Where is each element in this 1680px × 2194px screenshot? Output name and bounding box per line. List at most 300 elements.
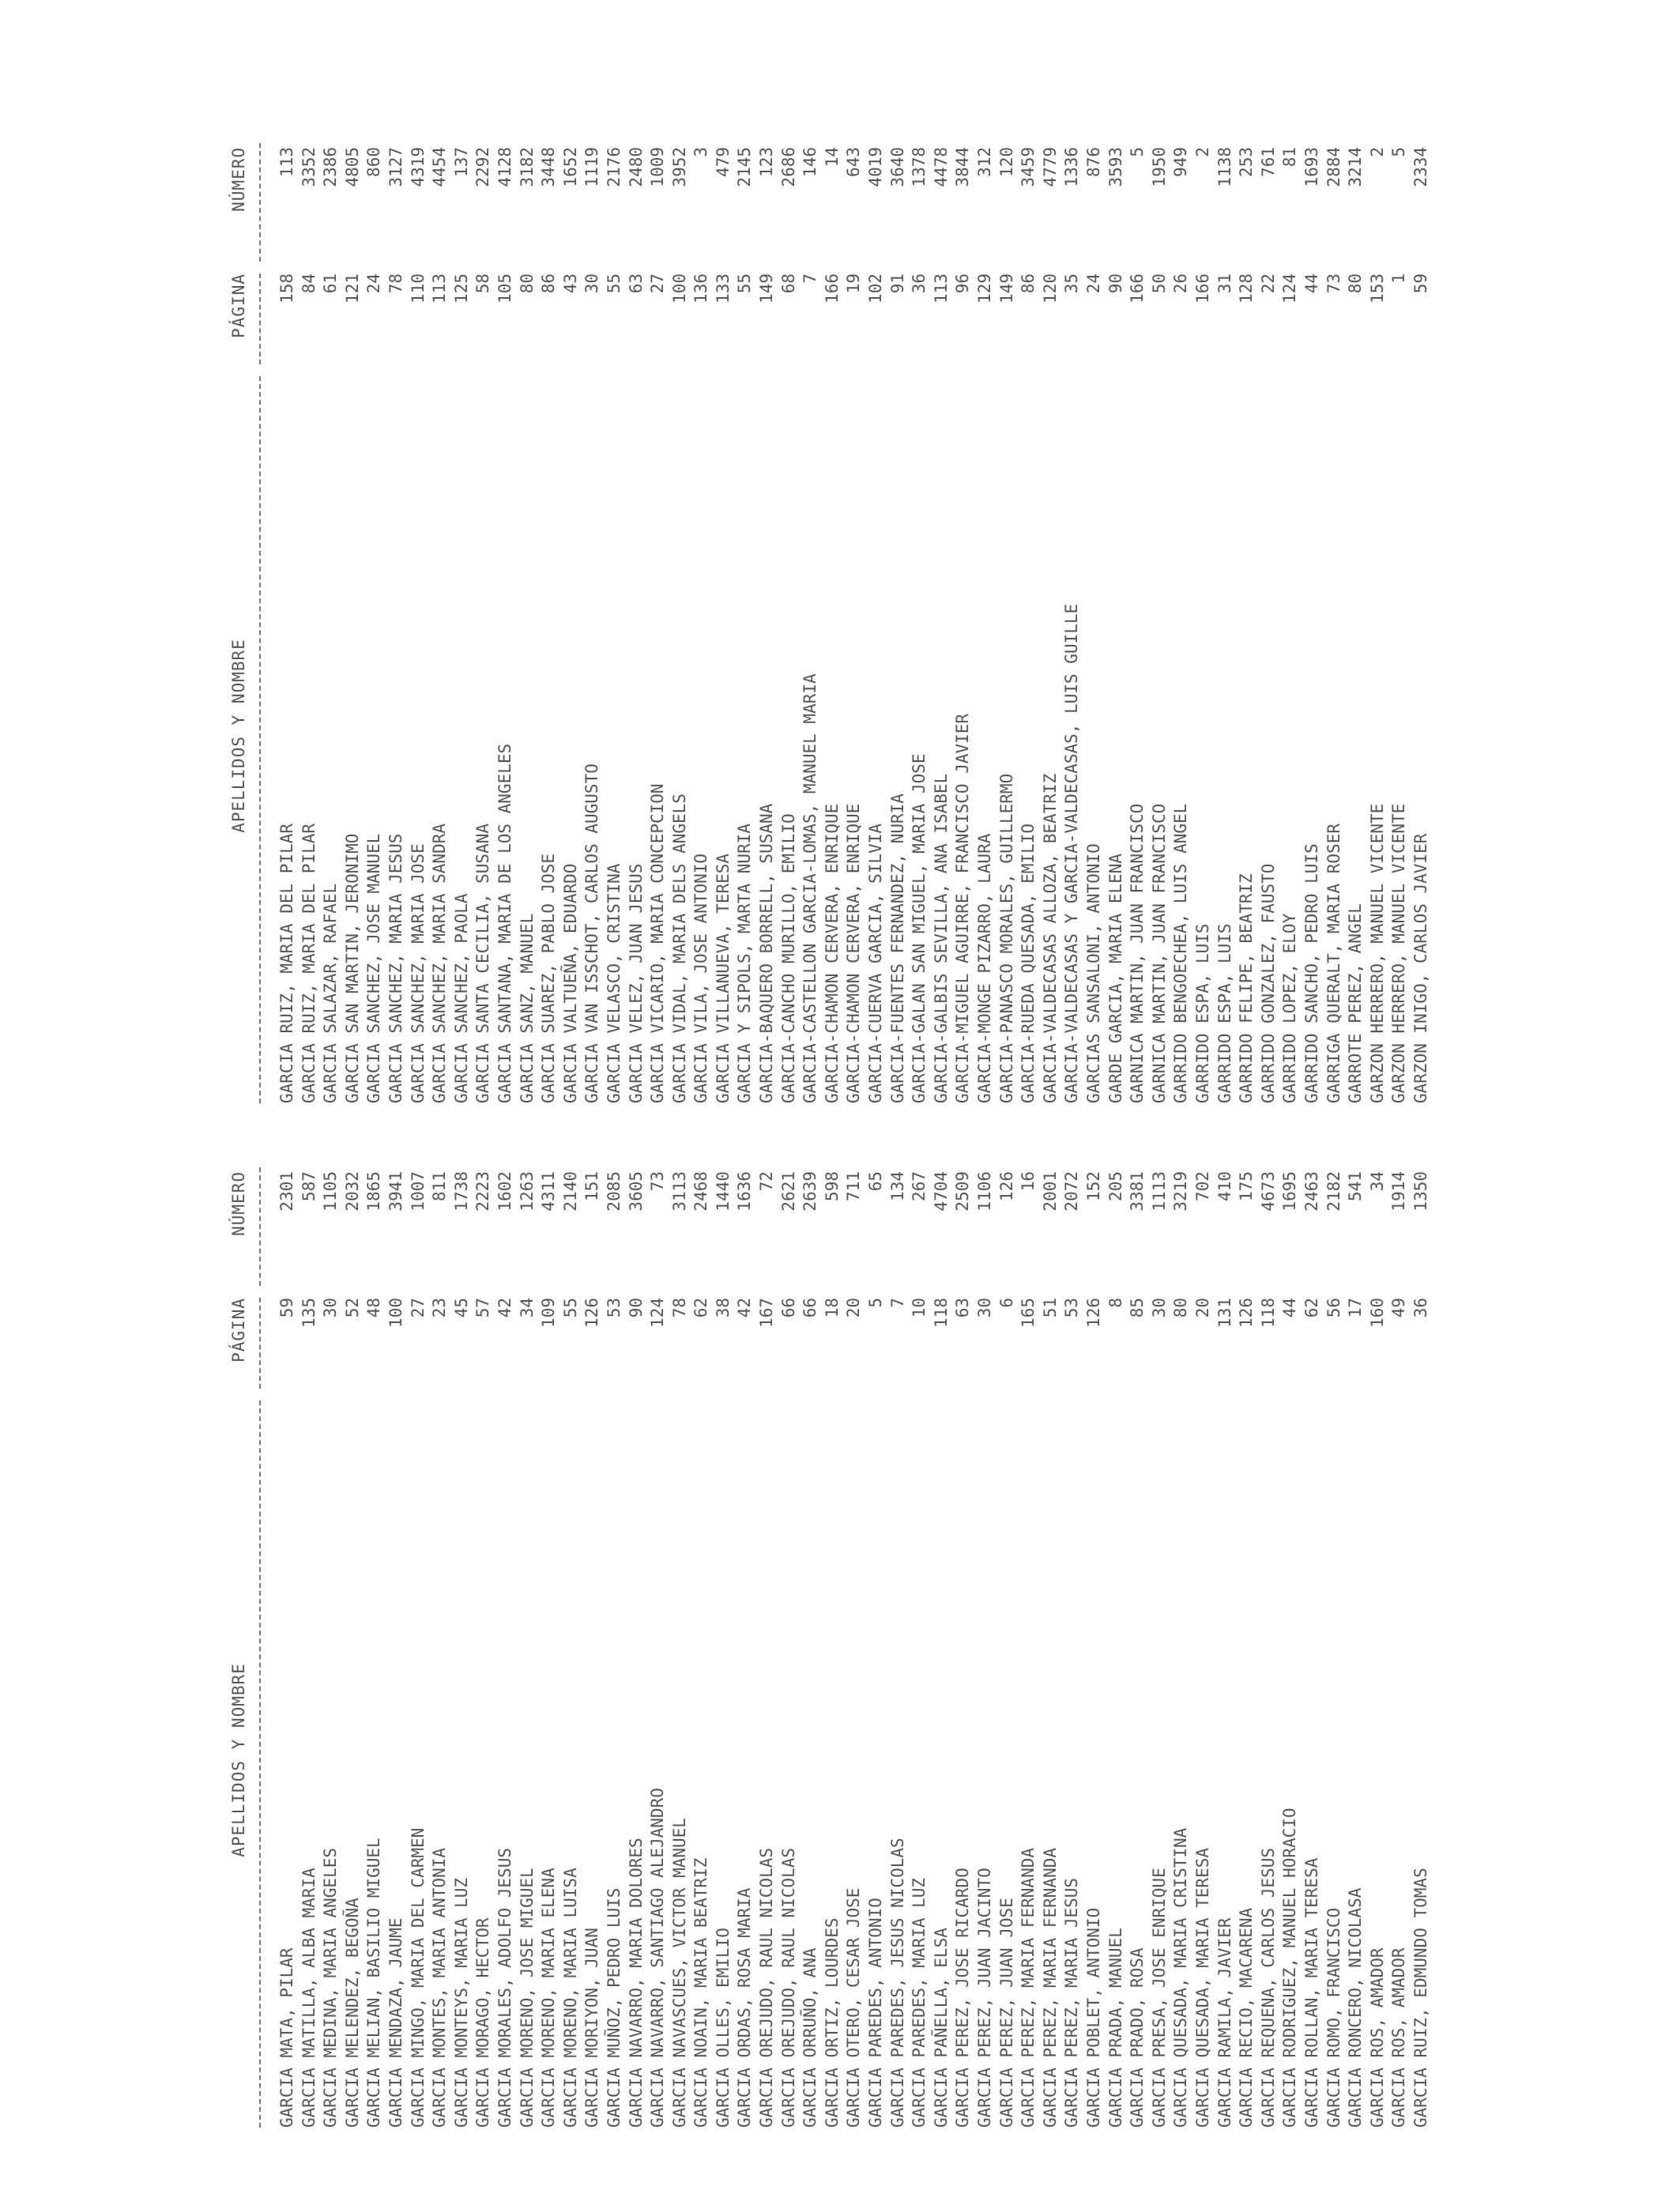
row-number: 2301 (277, 1171, 296, 1212)
row-number: 3381 (1128, 1171, 1147, 1212)
row-name: GARCIA-CASTELLON GARCIA-LOMAS, MANUEL MARIA (800, 673, 820, 1103)
row-number: 479 (713, 147, 733, 177)
row-page: 118 (1258, 1298, 1278, 1328)
row-number: 2 (1367, 147, 1387, 157)
row-page: 126 (582, 1298, 602, 1328)
row-number: 4704 (931, 1171, 951, 1212)
table-row (495, 1148, 517, 2128)
row-page: 133 (713, 273, 733, 303)
row-page: 96 (953, 273, 973, 294)
row-page: 124 (648, 1298, 668, 1328)
header-page: PÁGINA (229, 273, 248, 338)
table-row (756, 123, 778, 1103)
row-number: 1738 (451, 1171, 471, 1212)
row-name: GARCIA-CANCHO MURILLO, EMILIO (778, 813, 798, 1103)
row-page: 66 (800, 1298, 820, 1318)
table-row (778, 123, 800, 1103)
table-row (626, 1148, 648, 2128)
row-number: 876 (1083, 147, 1103, 177)
row-name: GARCIA MONTEYS, MARIA LUZ (451, 1877, 471, 2128)
row-page: 50 (1149, 273, 1169, 294)
row-page: 121 (342, 273, 362, 303)
row-page: 167 (757, 1298, 777, 1328)
row-number: 3640 (887, 147, 907, 187)
header-name: APELLIDOS Y NOMBRE (229, 639, 248, 833)
row-page: 1 (1389, 273, 1409, 284)
table-row (931, 1148, 953, 2128)
row-name: GARCIA MEDINA, MARIA ANGELES (321, 1847, 341, 2128)
row-number: 3941 (386, 1171, 405, 1212)
row-page: 124 (1280, 273, 1300, 303)
table-row (1215, 123, 1237, 1103)
row-page: 10 (910, 1298, 929, 1318)
table-row (1192, 123, 1215, 1103)
row-number: 3214 (1346, 147, 1365, 187)
row-name: GARRIDO GONZALEZ, FAUSTO (1258, 863, 1278, 1103)
row-number: 2176 (604, 147, 623, 187)
row-name: GARCIA VELASCO, CRISTINA (604, 863, 623, 1103)
row-name: GARCIA SANTA CECILIA, SUSANA (473, 823, 493, 1103)
row-page: 102 (866, 273, 886, 303)
row-page: 100 (669, 273, 689, 303)
row-page: 149 (757, 273, 777, 303)
table-header (229, 123, 256, 1103)
row-name: GARCIA MORIYON, JUAN (582, 1928, 602, 2128)
row-number: 1602 (495, 1171, 514, 1212)
row-name: GARCIA MATILLA, ALBA MARIA (299, 1868, 318, 2128)
row-number: 16 (1019, 1171, 1038, 1192)
row-page: 17 (1346, 1298, 1365, 1318)
table-row (669, 1148, 691, 2128)
header-number: NÚMERO (229, 1171, 248, 1236)
row-name: GARZON INIGO, CARLOS JAVIER (1411, 833, 1430, 1103)
table-row (604, 123, 626, 1103)
row-number: 2072 (1062, 1171, 1082, 1212)
row-number: 152 (1083, 1171, 1103, 1201)
row-page: 20 (844, 1298, 864, 1318)
row-page: 24 (1083, 273, 1103, 294)
table-row (1127, 123, 1149, 1103)
table-row (1345, 1148, 1367, 2128)
header-divider-page (259, 1298, 261, 1389)
row-page: 42 (735, 1298, 755, 1318)
row-name: GARCIA SANCHEZ, MARIA JOSE (408, 843, 428, 1103)
row-number: 123 (757, 147, 777, 177)
table-row (538, 123, 560, 1103)
row-page: 59 (1411, 273, 1430, 294)
row-name: GARCIA PAÑELLA, ELSA (931, 1928, 951, 2128)
row-name: GARCIA ROS, AMADOR (1389, 1947, 1409, 2128)
row-name: GARCIA OLLES, EMILIO (713, 1928, 733, 2128)
row-number: 1138 (1215, 147, 1234, 187)
table-row (604, 1148, 626, 2128)
table-row (1149, 1148, 1171, 2128)
row-page: 160 (1367, 1298, 1387, 1328)
row-page: 63 (626, 273, 646, 294)
row-name: GARCIA RONCERO, NICOLASA (1346, 1887, 1365, 2128)
table-row (822, 123, 844, 1103)
row-name: GARCIA ROMO, FRANCISCO (1324, 1907, 1343, 2128)
table-row (299, 123, 321, 1103)
row-number: 598 (822, 1171, 842, 1201)
row-number: 34 (1367, 1171, 1387, 1192)
table-row (299, 1148, 321, 2128)
table-row (1279, 1148, 1301, 2128)
header-number: NÚMERO (229, 147, 248, 212)
row-name: GARCIA SALAZAR, RAFAEL (321, 883, 341, 1103)
row-number: 1119 (582, 147, 602, 187)
row-number: 2292 (473, 147, 493, 187)
index-table-left (0, 1148, 1680, 2128)
row-number: 137 (451, 147, 471, 177)
table-row (408, 123, 430, 1103)
table-row (1215, 1148, 1237, 2128)
table-row (451, 1148, 473, 2128)
row-number: 3113 (669, 1171, 689, 1212)
table-row (342, 123, 364, 1103)
row-name: GARCIA PEREZ, MARIA FERNANDA (1040, 1847, 1060, 2128)
row-page: 68 (778, 273, 798, 294)
row-name: GARCIA MORAGO, HECTOR (473, 1917, 493, 2128)
row-name: GARCIA OREJUDO, RAUL NICOLAS (757, 1847, 777, 2128)
row-page: 19 (844, 273, 864, 294)
table-row (1040, 123, 1062, 1103)
row-name: GARCIA Y SIPOLS, MARTA NURIA (735, 823, 755, 1103)
row-page: 84 (299, 273, 318, 294)
header-name: APELLIDOS Y NOMBRE (229, 1663, 248, 1857)
row-number: 2509 (953, 1171, 973, 1212)
table-row (386, 123, 408, 1103)
row-name: GARCIA-GALAN SAN MIGUEL, MARIA JOSE (910, 753, 929, 1103)
table-row (517, 1148, 539, 2128)
row-number: 3352 (299, 147, 318, 187)
row-number: 81 (1280, 147, 1300, 168)
row-number: 4805 (342, 147, 362, 187)
row-name: GARRIGA QUERALT, MARIA ROSER (1324, 823, 1343, 1103)
row-number: 4128 (495, 147, 514, 187)
row-number: 126 (996, 1171, 1016, 1201)
row-number: 1652 (560, 147, 580, 187)
row-number: 1113 (1149, 1171, 1169, 1212)
row-name: GARCIA-GALBIS SEVILLA, ANA ISABEL (931, 773, 951, 1103)
row-number: 5 (1389, 147, 1409, 157)
row-number: 2145 (735, 147, 755, 187)
row-number: 1009 (648, 147, 668, 187)
row-name: GARCIA SANCHEZ, JOSE MANUEL (364, 833, 384, 1103)
table-row (1170, 123, 1192, 1103)
row-name: GARCIA RUIZ, MARIA DEL PILAR (277, 823, 296, 1103)
table-row (865, 1148, 887, 2128)
row-name: GARCIA RODRIGUEZ, MANUEL HORACIO (1280, 1808, 1300, 2128)
row-number: 3605 (626, 1171, 646, 1212)
row-name: GARCIA PEREZ, JOSE RICARDO (953, 1868, 973, 2128)
table-row (734, 123, 756, 1103)
table-row (952, 123, 974, 1103)
row-page: 36 (1411, 1298, 1430, 1318)
table-row (909, 123, 931, 1103)
row-name: GARCIA NAVASCUES, VICTOR MANUEL (669, 1818, 689, 2128)
table-row (1367, 123, 1389, 1103)
table-row (1258, 123, 1280, 1103)
row-number: 4779 (1040, 147, 1060, 187)
table-row (1279, 123, 1301, 1103)
table-row (1018, 1148, 1040, 2128)
row-name: GARCIA MATA, PILAR (277, 1947, 296, 2128)
table-row (386, 1148, 408, 2128)
table-row (1149, 123, 1171, 1103)
row-page: 30 (582, 273, 602, 294)
row-name: GARCIA-CUERVA GARCIA, SILVIA (866, 823, 886, 1103)
row-page: 86 (539, 273, 559, 294)
row-page: 53 (1062, 1298, 1082, 1318)
row-name: GARCIA VALTUEÑA, EDUARDO (560, 863, 580, 1103)
row-number: 5 (1128, 147, 1147, 157)
row-page: 105 (495, 273, 514, 303)
row-number: 2182 (1324, 1171, 1343, 1212)
row-number: 205 (1106, 1171, 1125, 1201)
row-name: GARCIA PRADO, ROSA (1128, 1947, 1147, 2128)
row-page: 63 (953, 1298, 973, 1318)
row-page: 113 (931, 273, 951, 303)
table-row (734, 1148, 756, 2128)
row-page: 125 (451, 273, 471, 303)
table-row (429, 1148, 451, 2128)
table-row (1106, 123, 1128, 1103)
row-number: 1007 (408, 1171, 428, 1212)
table-row (342, 1148, 364, 2128)
table-row (473, 123, 495, 1103)
row-page: 7 (800, 273, 820, 284)
row-name: GARZON HERRERO, MANUEL VICENTE (1389, 803, 1409, 1103)
row-name: GARCIA NOAIN, MARIA BEATRIZ (691, 1857, 711, 2128)
table-row (1411, 123, 1433, 1103)
row-name: GARCIA-CHAMON CERVERA, ENRIQUE (844, 803, 864, 1103)
row-page: 126 (1083, 1298, 1103, 1328)
table-row (582, 123, 604, 1103)
row-number: 312 (975, 147, 994, 177)
row-page: 44 (1280, 1298, 1300, 1318)
row-number: 702 (1192, 1171, 1212, 1201)
row-number: 711 (844, 1171, 864, 1201)
row-name: GARROTE PEREZ, ANGEL (1346, 903, 1365, 1103)
row-page: 158 (277, 273, 296, 303)
table-row (713, 1148, 735, 2128)
row-name: GARDE GARCIA, MARIA ELENA (1106, 853, 1125, 1103)
row-name: GARCIA PAREDES, MARIA LUZ (910, 1877, 929, 2128)
table-row (1324, 1148, 1346, 2128)
row-number: 4019 (866, 147, 886, 187)
table-row (1258, 1148, 1280, 2128)
row-number: 113 (277, 147, 296, 177)
table-row (887, 1148, 910, 2128)
row-page: 118 (931, 1298, 951, 1328)
table-row (1236, 1148, 1258, 2128)
row-name: GARCIAS SANSALONI, ANTONIO (1083, 843, 1103, 1103)
row-name: GARCIA SANCHEZ, PAOLA (451, 893, 471, 1103)
row-name: GARRIDO LOPEZ, ELOY (1280, 913, 1300, 1103)
table-row (1061, 123, 1083, 1103)
table-row (865, 123, 887, 1103)
table-row (1367, 1148, 1389, 2128)
table-header (229, 1148, 256, 2128)
row-number: 410 (1215, 1171, 1234, 1201)
row-page: 61 (321, 273, 341, 294)
row-number: 2001 (1040, 1171, 1060, 1212)
row-page: 153 (1367, 273, 1387, 303)
row-page: 100 (386, 1298, 405, 1328)
row-name: GARCIA PRADA, MANUEL (1106, 1928, 1125, 2128)
row-page: 128 (1237, 273, 1256, 303)
row-page: 18 (822, 1298, 842, 1318)
row-page: 30 (321, 1298, 341, 1318)
row-page: 53 (604, 1298, 623, 1318)
table-row (1388, 123, 1411, 1103)
row-number: 1378 (910, 147, 929, 187)
table-row (800, 1148, 822, 2128)
table-row (408, 1148, 430, 2128)
row-name: GARCIA RECIO, MACARENA (1237, 1907, 1256, 2128)
table-row (626, 123, 648, 1103)
row-name: GARCIA ORTIZ, LOURDES (822, 1917, 842, 2128)
row-name: GARCIA QUESADA, MARIA TERESA (1192, 1847, 1212, 2128)
table-row (800, 123, 822, 1103)
row-number: 134 (887, 1171, 907, 1201)
table-row (713, 123, 735, 1103)
table-row (822, 1148, 844, 2128)
row-page: 30 (1149, 1298, 1169, 1318)
header-page: PÁGINA (229, 1298, 248, 1363)
row-number: 14 (822, 147, 842, 168)
row-name: GARCIA SANCHEZ, MARIA JESUS (386, 833, 405, 1103)
row-name: GARCIA RUIZ, MARIA DEL PILAR (299, 823, 318, 1103)
row-number: 4478 (931, 147, 951, 187)
row-page: 42 (495, 1298, 514, 1318)
row-page: 86 (1019, 273, 1038, 294)
row-name: GARCIA SANCHEZ, MARIA SANDRA (430, 823, 450, 1103)
row-page: 90 (626, 1298, 646, 1318)
row-name: GARCIA VICARIO, MARIA CONCEPCION (648, 783, 668, 1103)
table-row (996, 1148, 1019, 2128)
table-row (974, 1148, 996, 2128)
row-number: 811 (430, 1171, 450, 1201)
row-page: 51 (1040, 1298, 1060, 1318)
table-row (931, 123, 953, 1103)
row-page: 35 (1062, 273, 1082, 294)
table-row (996, 123, 1019, 1103)
row-page: 58 (473, 273, 493, 294)
row-number: 267 (910, 1171, 929, 1201)
table-row (1236, 123, 1258, 1103)
row-name: GARRIDO ESPA, LUIS (1215, 923, 1234, 1103)
row-number: 4673 (1258, 1171, 1278, 1212)
row-page: 55 (604, 273, 623, 294)
row-name: GARCIA SAN MARTIN, JERONIMO (342, 833, 362, 1103)
row-name: GARCIA VAN ISSCHOT, CARLOS AUGUSTO (582, 763, 602, 1103)
table-row (517, 123, 539, 1103)
row-number: 2463 (1301, 1171, 1321, 1212)
row-page: 24 (364, 273, 384, 294)
row-page: 91 (887, 273, 907, 294)
table-body (277, 1148, 1432, 2128)
row-number: 2480 (626, 147, 646, 187)
row-name: GARCIA-CHAMON CERVERA, ENRIQUE (822, 803, 842, 1103)
table-row (1411, 1148, 1433, 2128)
row-name: GARCIA PAREDES, ANTONIO (866, 1898, 886, 2128)
row-name: GARCIA MORENO, JOSE MIGUEL (517, 1868, 537, 2128)
table-row (1040, 1148, 1062, 2128)
row-page: 6 (996, 1298, 1016, 1308)
table-row (778, 1148, 800, 2128)
row-number: 2032 (342, 1171, 362, 1212)
row-page: 59 (277, 1298, 296, 1318)
table-row (756, 1148, 778, 2128)
row-number: 1105 (321, 1171, 341, 1212)
row-page: 166 (822, 273, 842, 303)
row-number: 4454 (430, 147, 450, 187)
row-page: 113 (430, 273, 450, 303)
row-page: 7 (887, 1298, 907, 1308)
row-number: 1693 (1301, 147, 1321, 187)
row-number: 761 (1258, 147, 1278, 177)
row-name: GARCIA NAVARRO, MARIA DOLORES (626, 1838, 646, 2128)
row-name: GARCIA REQUENA, CARLOS JESUS (1258, 1847, 1278, 2128)
row-name: GARCIA MUÑOZ, PEDRO LUIS (604, 1887, 623, 2128)
row-name: GARCIA ORRUÑO, ANA (800, 1947, 820, 2128)
row-page: 120 (1040, 273, 1060, 303)
row-name: GARCIA PEREZ, MARIA FERNANDA (1019, 1847, 1038, 2128)
row-page: 52 (342, 1298, 362, 1318)
row-name: GARCIA SANZ, MANUEL (517, 913, 537, 1103)
row-page: 136 (691, 273, 711, 303)
row-number: 1695 (1280, 1171, 1300, 1212)
row-number: 2 (1192, 147, 1212, 157)
row-name: GARCIA RUIZ, EDMUNDO TOMAS (1411, 1868, 1430, 2128)
row-page: 131 (1215, 1298, 1234, 1328)
row-name: GARCIA-MIGUEL AGUIRRE, FRANCISCO JAVIER (953, 713, 973, 1103)
table-row (277, 123, 299, 1103)
row-number: 2386 (321, 147, 341, 187)
table-row (691, 123, 713, 1103)
row-number: 3127 (386, 147, 405, 187)
table-row (843, 123, 865, 1103)
row-name: GARCIA VILA, JOSE ANTONIO (691, 853, 711, 1103)
row-page: 20 (1192, 1298, 1212, 1318)
row-name: GARCIA RAMILA, JAVIER (1215, 1917, 1234, 2128)
row-number: 4319 (408, 147, 428, 187)
row-name: GARCIA-RUEDA QUESADA, EMILIO (1019, 823, 1038, 1103)
row-page: 36 (910, 273, 929, 294)
row-number: 1336 (1062, 147, 1082, 187)
row-number: 1950 (1149, 147, 1169, 187)
row-number: 1263 (517, 1171, 537, 1212)
row-name: GARNICA MARTIN, JUAN FRANCISCO (1149, 803, 1169, 1103)
row-page: 38 (713, 1298, 733, 1318)
table-row (974, 123, 996, 1103)
table-row (1083, 123, 1106, 1103)
row-number: 2468 (691, 1171, 711, 1212)
row-page: 80 (1171, 1298, 1191, 1318)
row-name: GARRIDO ESPA, LUIS (1192, 923, 1212, 1103)
table-row (1170, 1148, 1192, 2128)
table-row (647, 1148, 669, 2128)
row-number: 120 (996, 147, 1016, 177)
row-page: 62 (691, 1298, 711, 1318)
row-number: 175 (1237, 1171, 1256, 1201)
table-row (363, 123, 386, 1103)
row-number: 3952 (669, 147, 689, 187)
header-divider-name (259, 1400, 261, 2128)
row-number: 643 (844, 147, 864, 177)
